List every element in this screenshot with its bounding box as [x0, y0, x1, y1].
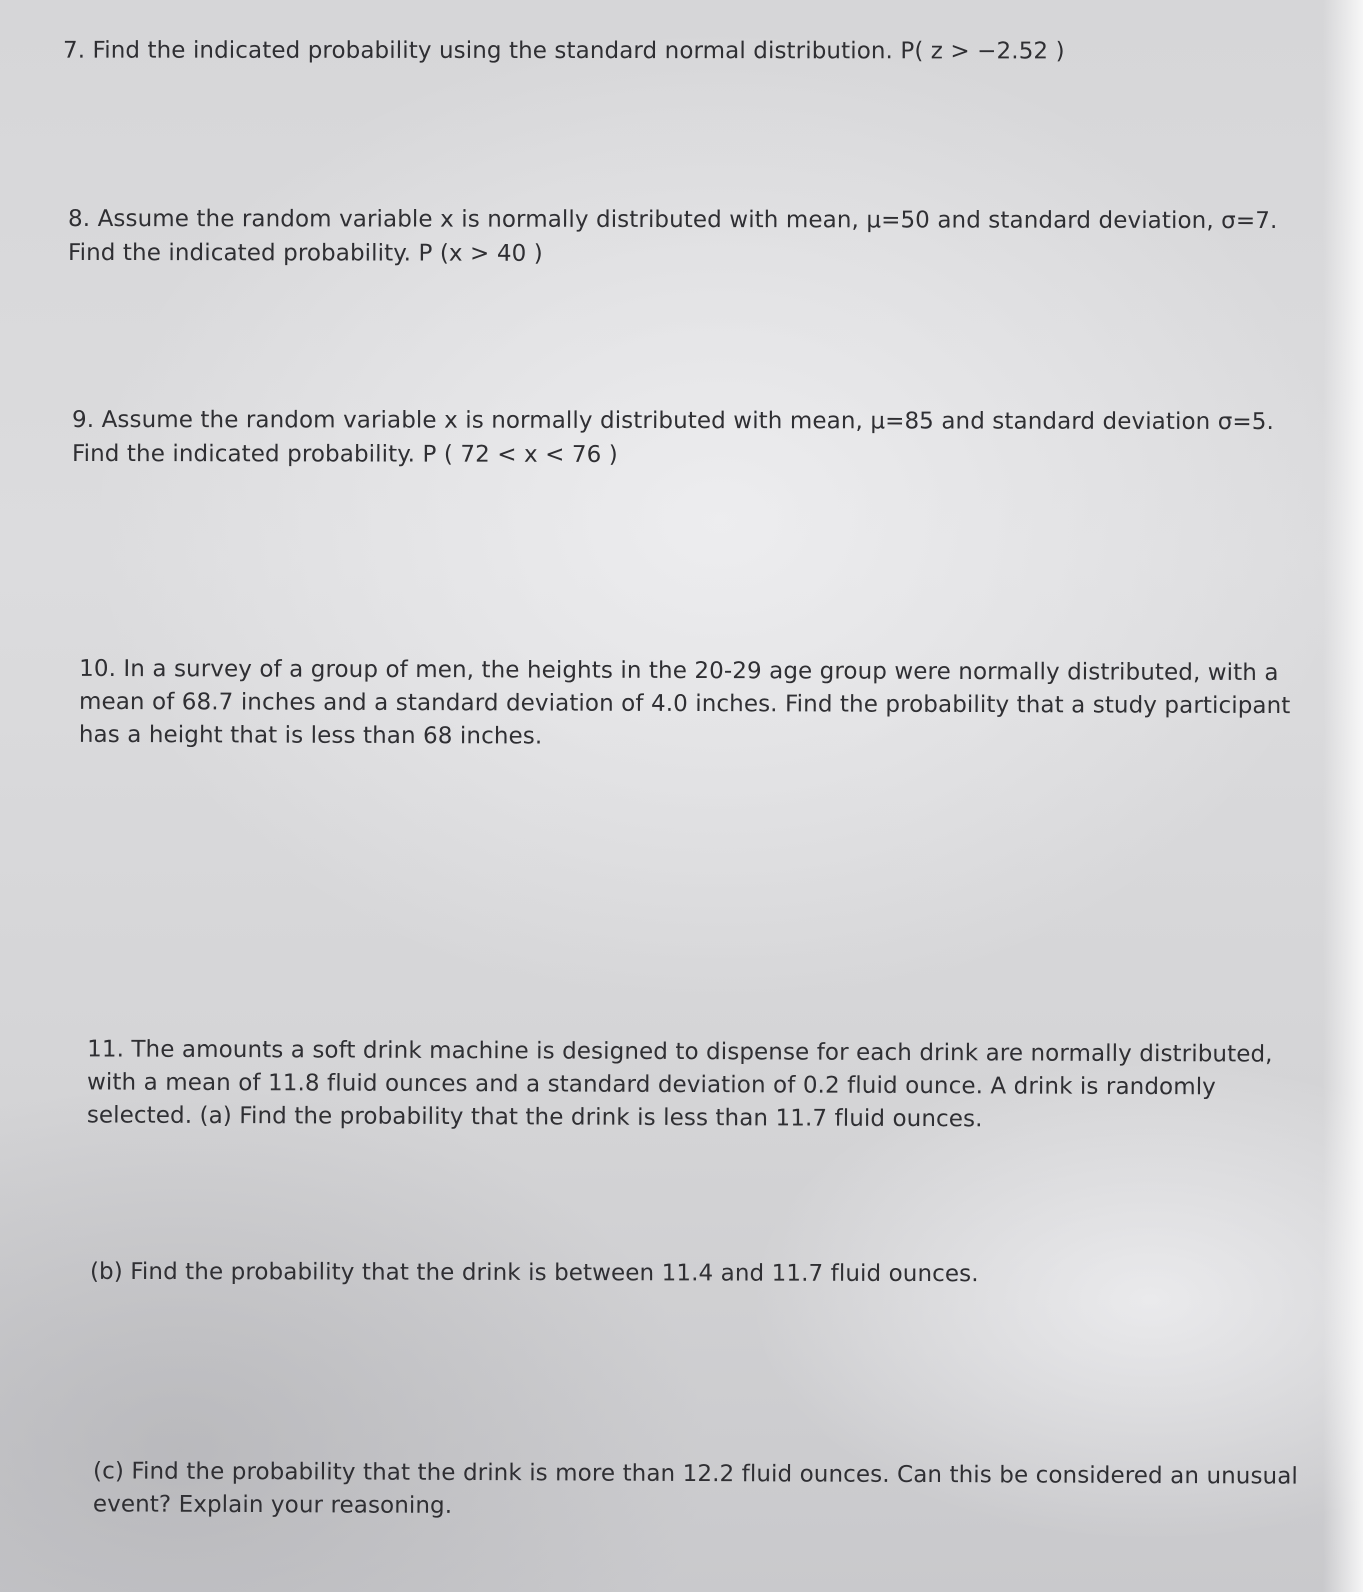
question-8-line-1: 8. Assume the random variable x is normally distributed with mean, μ=50 and standard deviation, σ=7. — [68, 205, 1278, 235]
question-10 — [79, 653, 1291, 756]
question-10-line-3: has a height that is less than 68 inches. — [78, 721, 543, 750]
question-11-part-c — [93, 1455, 1298, 1526]
question-11-part-a: selected. (a) Find the probability that the drink is less than 11.7 fluid ounces. — [86, 1102, 983, 1133]
question-9-line-1: 9. Assume the random variable x is normally distributed with mean, μ=85 and standard deviation σ=5. — [72, 406, 1274, 436]
question-11-line-2: with a mean of 11.8 fluid ounces and a standard deviation of 0.2 fluid ounce. A drink is randomly — [86, 1069, 1216, 1101]
question-9-line-2: Find the indicated probability. P ( 72 < x < 76 ) — [71, 440, 618, 468]
question-11-part-b-text: (b) Find the probability that the drink is between 11.4 and 11.7 fluid ounces. — [89, 1258, 979, 1288]
question-11-part-c-line-1: (c) Find the probability that the drink is more than 12.2 fluid ounces. Can this be considered an unusual — [93, 1458, 1299, 1490]
question-7-text: 7. Find the indicated probability using the standard normal distribution. P( z > −2.52 ) — [62, 37, 1065, 65]
question-9 — [72, 403, 1274, 473]
question-11-part-b — [90, 1255, 979, 1291]
question-7 — [63, 34, 1065, 69]
question-10-line-1: 10. In a survey of a group of men, the heights in the 20-29 age group were normally distributed, with a — [79, 655, 1279, 687]
question-11 — [87, 1033, 1273, 1137]
question-8 — [68, 202, 1277, 272]
question-10-line-2: mean of 68.7 inches and a standard deviation of 4.0 inches. Find the probability that a study participant — [78, 688, 1291, 720]
question-8-line-2: Find the indicated probability. P (x > 40 ) — [67, 239, 543, 267]
question-11-line-1: 11. The amounts a soft drink machine is designed to dispense for each drink are normally distributed, — [87, 1036, 1273, 1068]
question-11-part-c-line-2: event? Explain your reasoning. — [92, 1491, 453, 1519]
